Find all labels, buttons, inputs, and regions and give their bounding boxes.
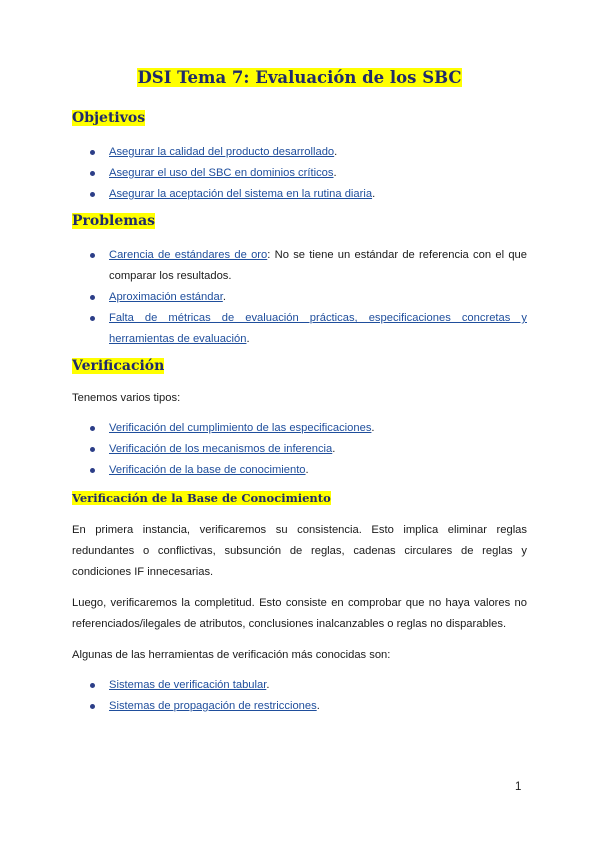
heading-verificacion-bc-text: Verificación de la Base de Conocimiento xyxy=(72,491,331,505)
list-item-tail: . xyxy=(316,700,320,712)
problema-link-1[interactable]: Carencia de estándares de oro xyxy=(109,249,268,261)
document-page xyxy=(72,66,527,717)
list-item-tail: . xyxy=(305,464,309,476)
document-title-text: DSI Tema 7: Evaluación de los SBC xyxy=(137,68,462,87)
verificacion-bc-para-2: Luego, verificaremos la completitud. Esto consiste en comprobar que no haya valores no referenciados/ilegales de atributos, conclusiones inalcanzables o reglas no disparables. xyxy=(72,597,527,630)
list-item xyxy=(72,675,527,696)
verificacion-list xyxy=(72,418,527,481)
page-number: 1 xyxy=(515,781,522,793)
verificacion-link-2[interactable]: Verificación de los mecanismos de inferencia xyxy=(109,443,333,455)
list-item-tail: . xyxy=(371,422,375,434)
bullet-icon xyxy=(90,192,95,197)
heading-verificacion-text: Verificación xyxy=(72,358,165,374)
verificacion-link-1[interactable]: Verificación del cumplimiento de las especificaciones xyxy=(109,422,372,434)
bullet-icon xyxy=(90,150,95,155)
problema-link-3[interactable]: Falta de métricas de evaluación prácticas, especificaciones concretas y herramientas de evaluación xyxy=(109,312,527,345)
bullet-icon xyxy=(90,295,95,300)
list-item xyxy=(72,460,527,481)
list-item xyxy=(72,308,527,350)
bullet-icon xyxy=(90,426,95,431)
list-item-tail: . xyxy=(246,333,250,345)
heading-objetivos xyxy=(72,108,527,128)
objetivo-link-2[interactable]: Asegurar el uso del SBC en dominios críticos xyxy=(109,167,334,179)
objetivos-list xyxy=(72,142,527,205)
list-item xyxy=(72,184,527,205)
list-item-tail: . xyxy=(266,679,270,691)
bullet-icon xyxy=(90,171,95,176)
objetivo-link-3[interactable]: Asegurar la aceptación del sistema en la rutina diaria xyxy=(109,188,373,200)
herramienta-link-2[interactable]: Sistemas de propagación de restricciones xyxy=(109,700,317,712)
herramienta-link-1[interactable]: Sistemas de verificación tabular xyxy=(109,679,267,691)
list-item-tail: . xyxy=(332,443,336,455)
list-item xyxy=(72,142,527,163)
verificacion-intro: Tenemos varios tipos: xyxy=(72,392,181,404)
bullet-icon xyxy=(90,704,95,709)
document-title xyxy=(72,66,527,90)
bullet-icon xyxy=(90,683,95,688)
list-item xyxy=(72,418,527,439)
list-item-tail: . xyxy=(222,291,226,303)
list-item-tail: . xyxy=(372,188,376,200)
bullet-icon xyxy=(90,316,95,321)
list-item-tail: . xyxy=(334,146,338,158)
problema-link-2[interactable]: Aproximación estándar xyxy=(109,291,223,303)
list-item xyxy=(72,439,527,460)
list-item xyxy=(72,696,527,717)
herramientas-list xyxy=(72,675,527,717)
heading-problemas-text: Problemas xyxy=(72,213,156,229)
heading-verificacion-bc xyxy=(72,489,527,507)
list-item xyxy=(72,287,527,308)
heading-problemas xyxy=(72,211,527,231)
list-item xyxy=(72,245,527,287)
list-item-tail: : No se tiene un estándar de referencia con el que comparar los resultados. xyxy=(109,249,527,282)
list-item-tail: . xyxy=(333,167,337,179)
objetivo-link-1[interactable]: Asegurar la calidad del producto desarrollado xyxy=(109,146,335,158)
bullet-icon xyxy=(90,447,95,452)
verificacion-bc-para-3: Algunas de las herramientas de verificación más conocidas son: xyxy=(72,649,391,661)
verificacion-link-3[interactable]: Verificación de la base de conocimiento xyxy=(109,464,306,476)
list-item xyxy=(72,163,527,184)
verificacion-bc-para-1: En primera instancia, verificaremos su consistencia. Esto implica eliminar reglas redundantes o conflictivas, subsunción de reglas, cadenas circulares de reglas y condiciones IF innecesarias. xyxy=(72,524,527,578)
heading-objetivos-text: Objetivos xyxy=(72,110,146,126)
bullet-icon xyxy=(90,468,95,473)
heading-verificacion xyxy=(72,356,527,376)
bullet-icon xyxy=(90,253,95,258)
problemas-list xyxy=(72,245,527,350)
